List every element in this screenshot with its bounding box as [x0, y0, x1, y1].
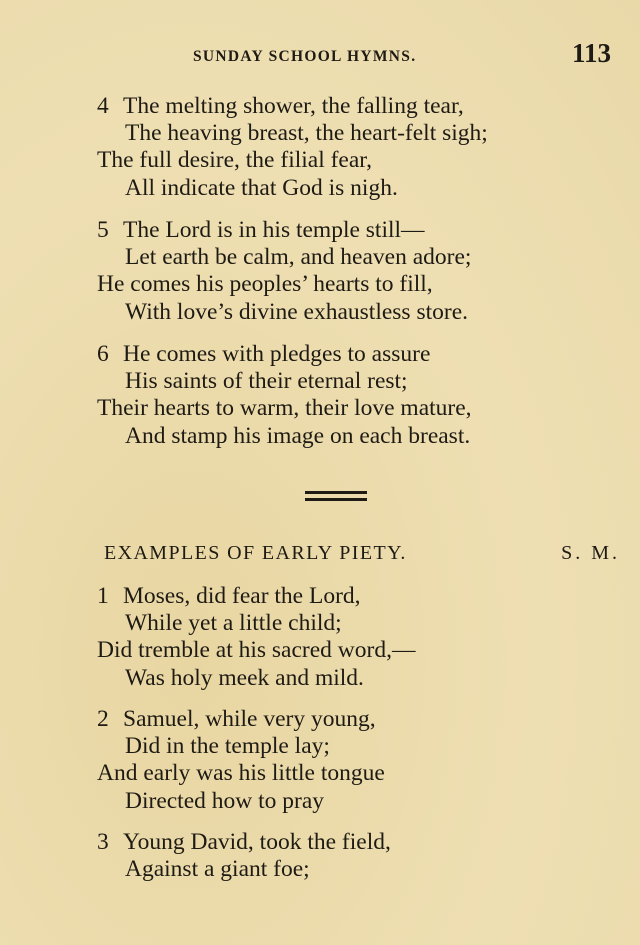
verse-line: Against a giant foe;: [125, 856, 310, 883]
verse-line: Did in the temple lay;: [125, 733, 330, 760]
divider-rule: [305, 498, 367, 501]
verse-line: The full desire, the filial fear,: [97, 147, 373, 174]
stanza-number: 5: [97, 217, 109, 243]
hymn-meter: S. M.: [561, 542, 620, 564]
stanza: [97, 706, 620, 815]
verse-line: While yet a little child;: [125, 610, 342, 637]
stanza-first-line: [97, 93, 620, 120]
stanza: [97, 341, 620, 450]
stanza-number: 2: [97, 706, 109, 732]
verse-line: Samuel, while very young,: [123, 706, 376, 732]
divider-rule: [305, 491, 367, 494]
stanza-number: 3: [97, 829, 109, 855]
verse-line: Did tremble at his sacred word,—: [97, 637, 416, 664]
verse-line: Young David, took the field,: [123, 829, 391, 855]
verse-line: He comes his peoples’ hearts to fill,: [97, 271, 433, 298]
stanza-first-line: [97, 706, 620, 733]
stanza-first-line: [97, 583, 620, 610]
stanza: [97, 93, 620, 202]
section-divider: [305, 491, 367, 504]
stanza-number: 4: [97, 93, 109, 119]
running-head: SUNDAY SCHOOL HYMNS.: [193, 48, 417, 65]
verse-line: Was holy meek and mild.: [125, 664, 364, 691]
hymn-title: [104, 542, 620, 565]
stanza: [97, 829, 620, 883]
stanza-number: 6: [97, 341, 109, 367]
verse-line: The heaving breast, the heart-felt sigh;: [125, 120, 488, 147]
page-number: 113: [572, 38, 612, 68]
hymn-title-text: EXAMPLES OF EARLY PIETY.: [104, 542, 407, 564]
verse-line: The melting shower, the falling tear,: [123, 93, 464, 119]
verse-line: With love’s divine exhaustless store.: [125, 298, 469, 325]
stanza-first-line: [97, 217, 620, 244]
verse-line: The Lord is in his temple still—: [123, 217, 425, 243]
stanza-first-line: [97, 341, 620, 368]
verse-line: His saints of their eternal rest;: [125, 368, 408, 395]
verse-line: Let earth be calm, and heaven adore;: [125, 244, 472, 271]
stanza-first-line: [97, 829, 620, 856]
verse-line: Moses, did fear the Lord,: [123, 583, 361, 609]
verse-line: All indicate that God is nigh.: [125, 174, 398, 201]
verse-line: And early was his little tongue: [97, 760, 385, 787]
stanza-number: 1: [97, 583, 109, 609]
verse-line: And stamp his image on each breast.: [125, 422, 471, 449]
verse-line: Directed how to pray: [125, 787, 325, 814]
stanza: [97, 583, 620, 692]
verse-line: He comes with pledges to assure: [123, 341, 431, 367]
verse-line: Their hearts to warm, their love mature,: [97, 395, 472, 422]
stanza: [97, 217, 620, 326]
